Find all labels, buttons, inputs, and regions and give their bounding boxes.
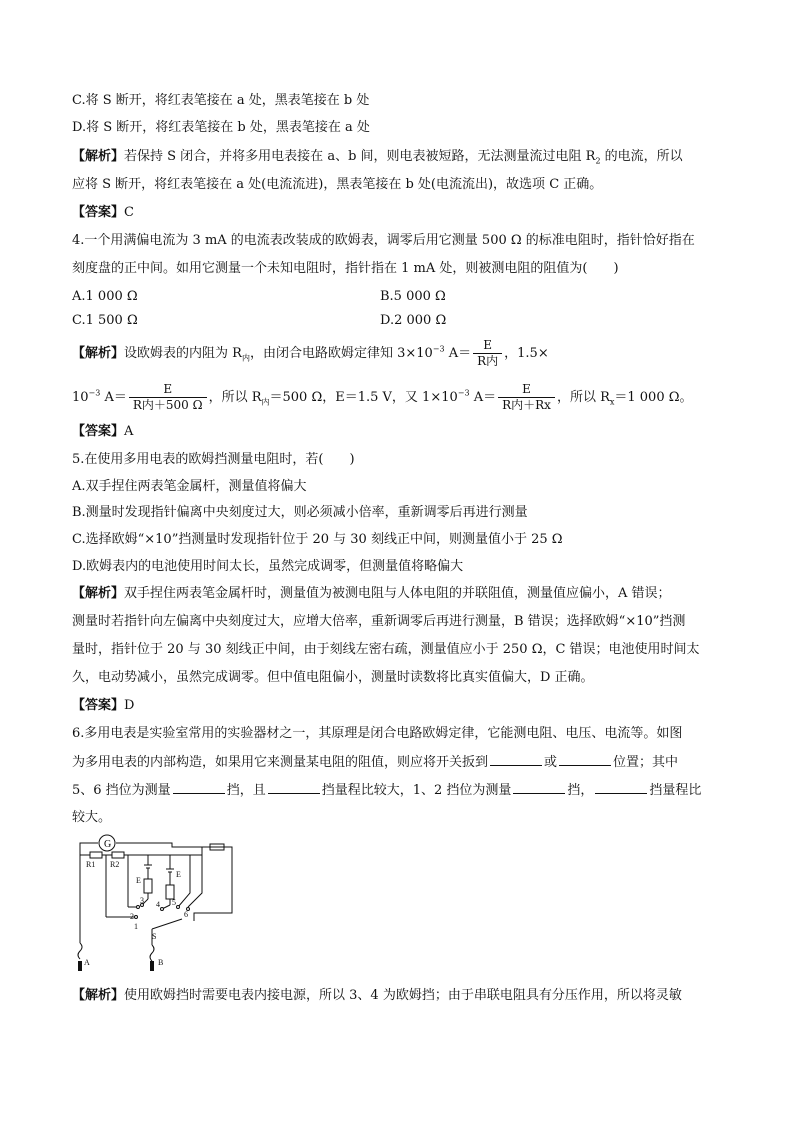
q4-answer: 【答案】A bbox=[72, 424, 134, 439]
analysis-tag: 【解析】 bbox=[72, 988, 125, 1003]
q4-analysis-line-1: 【解析】设欧姆表的内阻为 $R_内$，由闭合电路欧姆定律知 $3\times 10^{-3}$ A＝ $\frac{E}{\text{R内}}$ ，1.5× bbox=[72, 338, 549, 368]
probe-a bbox=[78, 961, 82, 971]
q3-option-d: D.将 S 断开，将红表笔接在 b 处，黑表笔接在 a 处 bbox=[72, 120, 370, 135]
q5-option-b: B.测量时发现指针偏离中央刻度过大，则必须减小倍率，重新调零后再进行测量 bbox=[72, 505, 528, 520]
q6-stem-line-4: 较大。 bbox=[72, 810, 112, 825]
contact-3-label: 3 bbox=[140, 896, 144, 905]
q5-stem: 5.在使用多用电表的欧姆挡测量电阻时，若( ) bbox=[72, 452, 355, 467]
probe-a-label: A bbox=[84, 958, 90, 967]
answer-tag: 【答案】 bbox=[72, 205, 125, 220]
rheostat-2 bbox=[166, 885, 174, 899]
e1-label: E bbox=[136, 876, 141, 885]
answer-blank[interactable] bbox=[513, 781, 565, 794]
fraction: $\frac{E}{\text{R内＋500 Ω}}$ bbox=[129, 382, 207, 413]
q4-stem-line-2: 刻度盘的正中间。如用它测量一个未知电阻时，指针指在 1 mA 处，则被测电阻的阻值为( ) bbox=[72, 261, 619, 276]
q3-analysis-line-2: 应将 S 断开，将红表笔接在 a 处(电流流进)，黑表笔接在 b 处(电流流出)，故选项 C 正确。 bbox=[72, 177, 603, 192]
switch-label: S bbox=[152, 932, 157, 941]
q4-option-a: A.1 000 Ω bbox=[72, 289, 138, 304]
contact-2-label: 2 bbox=[130, 912, 134, 921]
contact-4-label: 4 bbox=[156, 900, 160, 909]
r1-label: R1 bbox=[86, 860, 96, 869]
analysis-tag: 【解析】 bbox=[72, 586, 125, 601]
probe-b bbox=[150, 961, 154, 971]
q3-option-c: C.将 S 断开，将红表笔接在 a 处，黑表笔接在 b 处 bbox=[72, 93, 370, 108]
fraction: $\frac{E}{\text{R内}}$ bbox=[473, 338, 502, 369]
answer-blank[interactable] bbox=[173, 781, 225, 794]
q5-option-a: A.双手捏住两表笔金属杆，测量值将偏大 bbox=[72, 479, 307, 494]
r2-label: R2 bbox=[110, 860, 120, 869]
q6-stem-line-2: 为多用电表的内部构造，如果用它来测量某电阻的阻值，则应将开关扳到 或 位置；其中 bbox=[72, 755, 679, 770]
q4-analysis-line-2: $10^{-3}$ A＝ $\frac{E}{\text{R内＋500 Ω}}$ ，所以 $R_内=500$ Ω，E＝1.5 V，又 $1\times 10^{-3}$ A＝ $\frac{E}{\text{R内＋Rx}}$ ，所以 $R_x=1$ 000 Ω。 bbox=[72, 382, 693, 412]
q3-answer: 【答案】C bbox=[72, 205, 134, 220]
q4-option-b: B.5 000 Ω bbox=[380, 289, 446, 304]
r1-resistor bbox=[90, 852, 102, 858]
q5-analysis-line-2: 测量时若指针向左偏离中央刻度过大，应增大倍率，重新调零后再进行测量，B 错误；选择欧姆“×10”挡测 bbox=[72, 614, 686, 629]
answer-blank[interactable] bbox=[595, 781, 647, 794]
q5-analysis-line-1: 【解析】双手捏住两表笔金属杆时，测量值为被测电阻与人体电阻的并联阻值，测量值应偏小，A 错误； bbox=[72, 586, 671, 601]
probe-b-label: B bbox=[158, 958, 164, 967]
analysis-tag: 【解析】 bbox=[72, 346, 125, 361]
fraction: $\frac{E}{\text{R内＋Rx}}$ bbox=[498, 382, 555, 413]
contact-5-label: 5 bbox=[172, 898, 176, 907]
r2-resistor bbox=[112, 852, 124, 858]
q5-analysis-line-3: 量时，指针位于 20 与 30 刻线正中间，由于刻线左密右疏，测量值应小于 250 Ω，C 错误；电池使用时间太 bbox=[72, 642, 700, 657]
q6-stem-line-3: 5、6 挡位为测量 挡，且 挡量程比较大，1、2 挡位为测量 挡， 挡量程比 bbox=[72, 783, 702, 798]
answer-blank[interactable] bbox=[268, 781, 320, 794]
contact-6-label: 6 bbox=[184, 910, 188, 919]
q6-analysis-line-1: 【解析】使用欧姆挡时需要电表内接电源，所以 3、4 为欧姆挡；由于串联电阻具有分压作用，所以将灵敏 bbox=[72, 988, 682, 1003]
q5-option-d: D.欧姆表内的电池使用时间太长，虽然完成调零，但测量值将略偏大 bbox=[72, 559, 464, 574]
q5-answer: 【答案】D bbox=[72, 698, 135, 713]
answer-blank[interactable] bbox=[490, 753, 542, 766]
answer-blank[interactable] bbox=[559, 753, 611, 766]
galvanometer-label: G bbox=[104, 839, 112, 850]
answer-tag: 【答案】 bbox=[72, 698, 125, 713]
e2-label: E bbox=[176, 870, 181, 879]
q4-option-d: D.2 000 Ω bbox=[380, 313, 447, 328]
contact-1-label: 1 bbox=[134, 922, 138, 931]
q4-stem-line-1: 4.一个用满偏电流为 3 mA 的电流表改装成的欧姆表，调零后用它测量 500 Ω 的标准电阻时，指针恰好指在 bbox=[72, 233, 695, 248]
q3-analysis-line-1: 【解析】若保持 S 闭合，并将多用电表接在 a、b 间，则电表被短路，无法测量流过电阻 $R_2$ 的电流，所以 bbox=[72, 149, 683, 166]
q5-option-c: C.选择欧姆“×10”挡测量时发现指针位于 20 与 30 刻线正中间，则测量值小于 25 Ω bbox=[72, 532, 563, 547]
answer-tag: 【答案】 bbox=[72, 424, 125, 439]
q4-option-c: C.1 500 Ω bbox=[72, 313, 138, 328]
multimeter-circuit-diagram bbox=[72, 833, 242, 973]
q6-stem-line-1: 6.多用电表是实验室常用的实验器材之一，其原理是闭合电路欧姆定律，它能测电阻、电压、电流等。如图 bbox=[72, 726, 683, 741]
q5-analysis-line-4: 久，电动势减小，虽然完成调零。但中值电阻偏小，测量时读数将比真实值偏大，D 正确。 bbox=[72, 670, 594, 685]
analysis-tag: 【解析】 bbox=[72, 149, 125, 164]
rheostat-1 bbox=[144, 879, 152, 893]
